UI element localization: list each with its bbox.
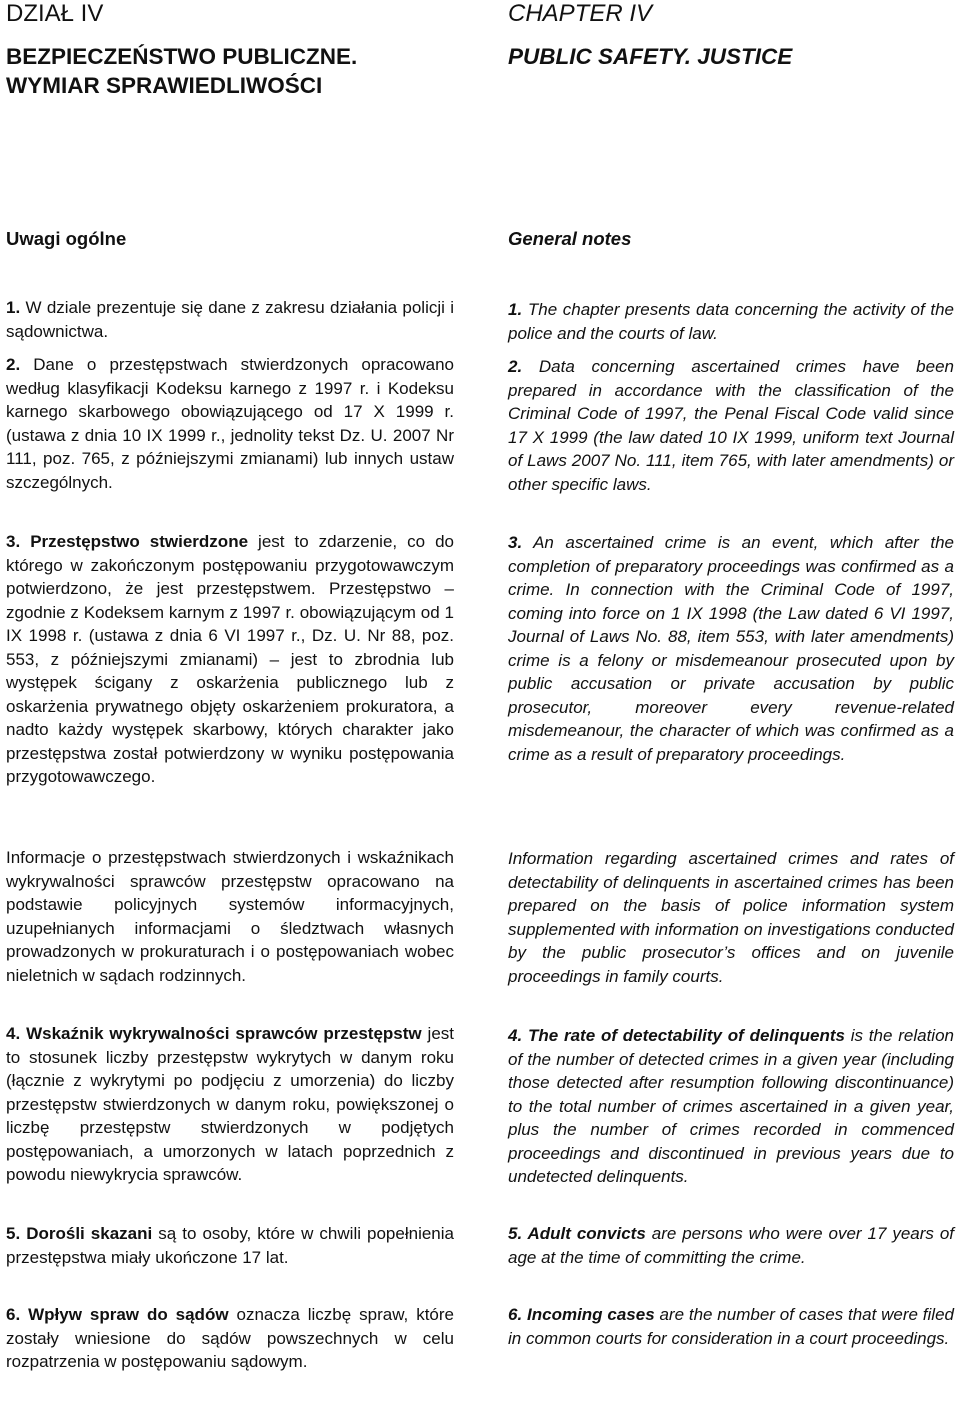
note-3-information: Informacje o przestępstwach stwierdzonych i wskaźnikach wykrywalności sprawców przestępstw opracowano na podstawie policyjnych systemów informacyjnych, uzupełnianych informacjami o śledztwach własnych prowadzonych w prokuraturach i o postępowaniach wobec nieletnich w sądach rodzinnych. xyxy=(6,848,454,985)
note-6-en: 6. Incoming cases are the number of cases that were filed in common courts for consideration in a court proceedings. xyxy=(508,1305,954,1348)
chapter-heading-en: CHAPTER IV xyxy=(508,0,653,27)
chapter-heading: DZIAŁ IV xyxy=(6,0,104,27)
note-1-en: 1. The chapter presents data concerning the activity of the police and the courts of law. xyxy=(508,300,954,343)
general-notes-heading: Uwagi ogólne xyxy=(6,228,127,249)
note-3-information-en: Information regarding ascertained crimes and rates of detectability of delinquents in ascertained crimes has been prepared on the basis of police information system supplemented with information on investigations conducted by the public prosecutor’s offices and on juvenile proceedings in family courts. xyxy=(508,849,954,986)
chapter-title xyxy=(6,42,357,100)
note-1: 1. W dziale prezentuje się dane z zakresu działania policji i sądownictwa. xyxy=(6,298,454,341)
chapter-title-en: PUBLIC SAFETY. JUSTICE xyxy=(508,44,793,69)
note-4-en: 4. The rate of detectability of delinquents is the relation of the number of detected crimes in a given year (including those detected after resumption following discontinuance) to the total number of crimes ascertained in a given year, plus the number of crimes recorded in commenced proceedings and discontinued in previous years due to undetected delinquents. xyxy=(508,1026,954,1186)
note-2: 2. Dane o przestępstwach stwierdzonych opracowano według klasyfikacji Kodeksu karnego z 1997 r. i Kodeksu karnego skarbowego obowiązującego od 17 X 1999 r. (ustawa z dnia 10 IX 1999 r., jednolity tekst Dz. U. 2007 Nr 111, poz. 765, z późniejszymi zmianami) lub innych ustaw szczególnych. xyxy=(6,355,454,492)
note-6: 6. Wpływ spraw do sądów oznacza liczbę spraw, które zostały wniesione do sądów powszechnych w celu rozpatrzenia w postępowaniu sądowym. xyxy=(6,1305,454,1371)
note-4: 4. Wskaźnik wykrywalności sprawców przestępstw jest to stosunek liczby przestępstw wykrytych w danym roku (łącznie z wykrytymi po podjęciu z umorzenia) do liczby przestępstw stwierdzonych w danym roku, powiększonej o liczbę przestępstw stwierdzonych w podjętych postępowaniach, a umorzonych w latach poprzednich z powodu niewykrycia sprawców. xyxy=(6,1024,454,1184)
general-notes-heading-en: General notes xyxy=(508,228,632,249)
note-3-en: 3. An ascertained crime is an event, which after the completion of preparatory proceedings was confirmed as a crime. In connection with the Criminal Code of 1997, coming into force on 1 IX 1998 (the Law dated 6 VI 1997, Journal of Laws No. 88, item 553, with later amendments) crime is a felony or misdemeanour prosecuted upon by public accusation or private accusation by public prosecutor, moreover every revenue-related misdemeanour, the character of which was confirmed as a crime as a result of preparatory proceedings. xyxy=(508,533,954,764)
note-5-en: 5. Adult convicts are persons who were over 17 years of age at the time of committing the crime. xyxy=(508,1224,954,1267)
note-5: 5. Dorośli skazani są to osoby, które w chwili popełnienia przestępstwa miały ukończone 17 lat. xyxy=(6,1224,454,1267)
note-3: 3. Przestępstwo stwierdzone jest to zdarzenie, co do którego w zakończonym postępowaniu przygotowawczym potwierdzono, że jest przestępstwem. Przestępstwo – zgodnie z Kodeksem karnym z 1997 r. obowiązującym od 1 IX 1998 r. (ustawa z dnia 6 VI 1997 r., Dz. U. Nr 88, poz. 553, z późniejszymi zmianami) – jest to zbrodnia lub występek ścigany z oskarżenia publicznego lub z oskarżenia prywatnego objęty oskarżeniem prokuratora, a nadto każdy występek skarbowy, których charakter jako przestępstwa został potwierdzony w wyniku postępowania przygotowawczego. xyxy=(6,532,454,786)
chapter-title-line2: WYMIAR SPRAWIEDLIWOŚCI xyxy=(6,73,323,98)
note-2-en: 2. Data concerning ascertained crimes have been prepared in accordance with the classification of the Criminal Code of 1997, the Penal Fiscal Code valid since 17 X 1999 (the law dated 10 IX 1999, uniform text Journal of Laws 2007 No. 111, item 765, with later amendments) or other specific laws. xyxy=(508,357,954,494)
chapter-title-line1: BEZPIECZEŃSTWO PUBLICZNE. xyxy=(6,44,358,69)
